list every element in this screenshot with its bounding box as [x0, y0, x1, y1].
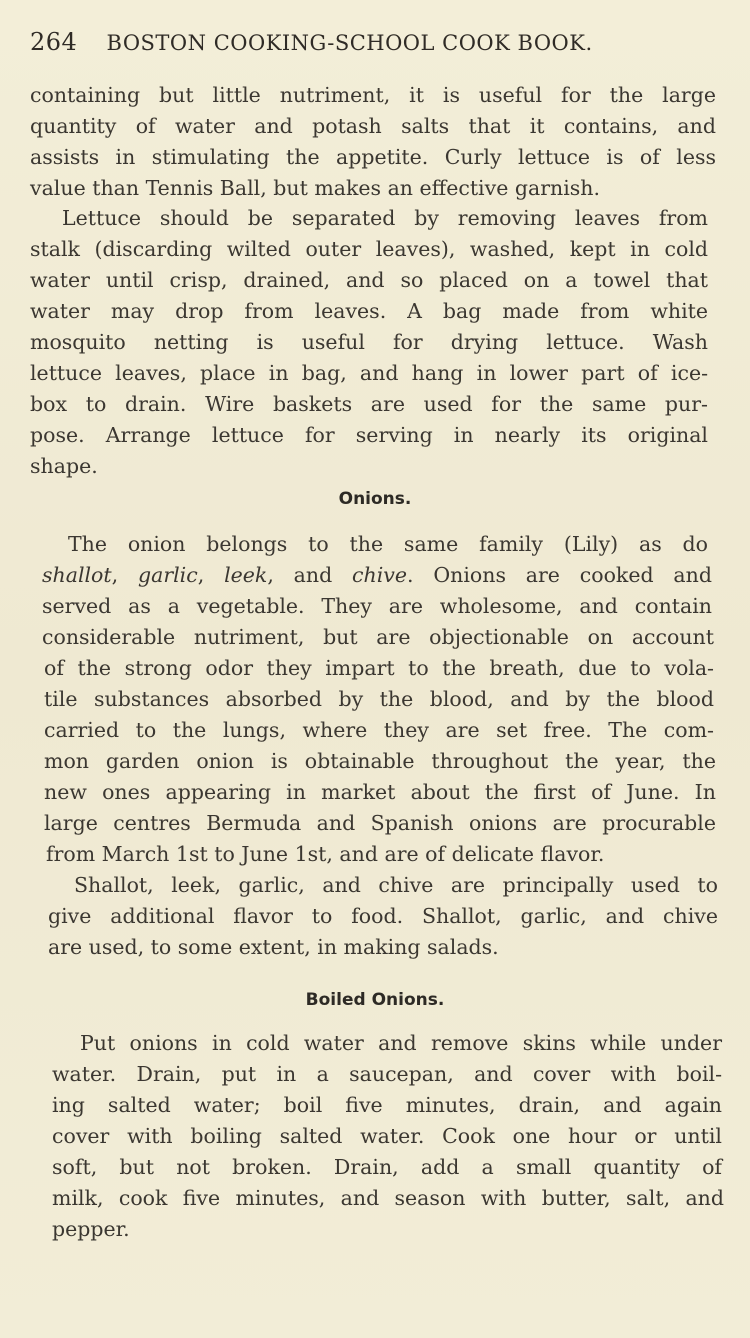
term-chive: chive [352, 563, 407, 587]
text-line: milk, cook five minutes, and season with butter, salt, and [52, 1186, 724, 1210]
text-line: The onion belongs to the same family (Lily) as do [68, 532, 708, 556]
text-line: soft, but not broken. Drain, add a small quantity of [52, 1155, 722, 1179]
text-line: considerable nutriment, but are objectionable on account [42, 625, 714, 649]
text-line: lettuce leaves, place in bag, and hang in lower part of ice- [30, 361, 708, 385]
text-line: water may drop from leaves. A bag made from white [30, 299, 708, 323]
page-number: 264 [30, 28, 78, 56]
term-leek: leek [224, 563, 268, 587]
text-sep: , [111, 563, 138, 587]
text-line: large centres Bermuda and Spanish onions are procurable [44, 811, 716, 835]
text-rest: . Onions are cooked and [407, 563, 712, 587]
text-line: Lettuce should be separated by removing leaves from [62, 206, 708, 230]
text-line: of the strong odor they impart to the breath, due to vola- [44, 656, 714, 680]
text-line: shape. [30, 454, 98, 478]
text-line: pepper. [52, 1217, 130, 1241]
running-title: BOSTON COOKING-SCHOOL COOK BOOK. [106, 31, 593, 55]
text-line: from March 1st to June 1st, and are of delicate flavor. [46, 842, 605, 866]
text-line: stalk (discarding wilted outer leaves), washed, kept in cold [30, 237, 708, 261]
text-line: carried to the lungs, where they are set free. The com- [44, 718, 714, 742]
text-line: assists in stimulating the appetite. Curly lettuce is of less [30, 145, 716, 169]
text-line: mosquito netting is useful for drying lettuce. Wash [30, 330, 708, 354]
text-line: new ones appearing in market about the first of June. In [44, 780, 716, 804]
text-line-italic-names [42, 560, 712, 591]
text-line: are used, to some extent, in making salads. [48, 935, 499, 959]
text-line: value than Tennis Ball, but makes an effective garnish. [30, 176, 600, 200]
section-heading-boiled-onions: Boiled Onions. [305, 990, 445, 1010]
text-line: give additional flavor to food. Shallot, garlic, and chive [48, 904, 718, 928]
text-line: water. Drain, put in a saucepan, and cover with boil- [52, 1062, 722, 1086]
text-line: pose. Arrange lettuce for serving in nearly its original [30, 423, 708, 447]
text-line: mon garden onion is obtainable throughout the year, the [44, 749, 716, 773]
text-line: served as a vegetable. They are wholesome, and contain [42, 594, 712, 618]
text-line: Put onions in cold water and remove skins while under [80, 1031, 722, 1055]
text-line: containing but little nutriment, it is useful for the large [30, 83, 716, 107]
text-sep: , [197, 563, 225, 587]
text-line: tile substances absorbed by the blood, and by the blood [44, 687, 714, 711]
text-sep: , and [267, 563, 353, 587]
text-line: cover with boiling salted water. Cook one hour or until [52, 1124, 722, 1148]
text-line: ing salted water; boil five minutes, drain, and again [52, 1093, 722, 1117]
term-shallot: shallot [42, 563, 112, 587]
term-garlic: garlic [137, 563, 198, 587]
text-line: quantity of water and potash salts that it contains, and [30, 114, 716, 138]
text-line: box to drain. Wire baskets are used for the same pur- [30, 392, 708, 416]
text-line: water until crisp, drained, and so placed on a towel that [30, 268, 708, 292]
section-heading-onions: Onions. [338, 489, 412, 509]
text-line: Shallot, leek, garlic, and chive are principally used to [74, 873, 718, 897]
